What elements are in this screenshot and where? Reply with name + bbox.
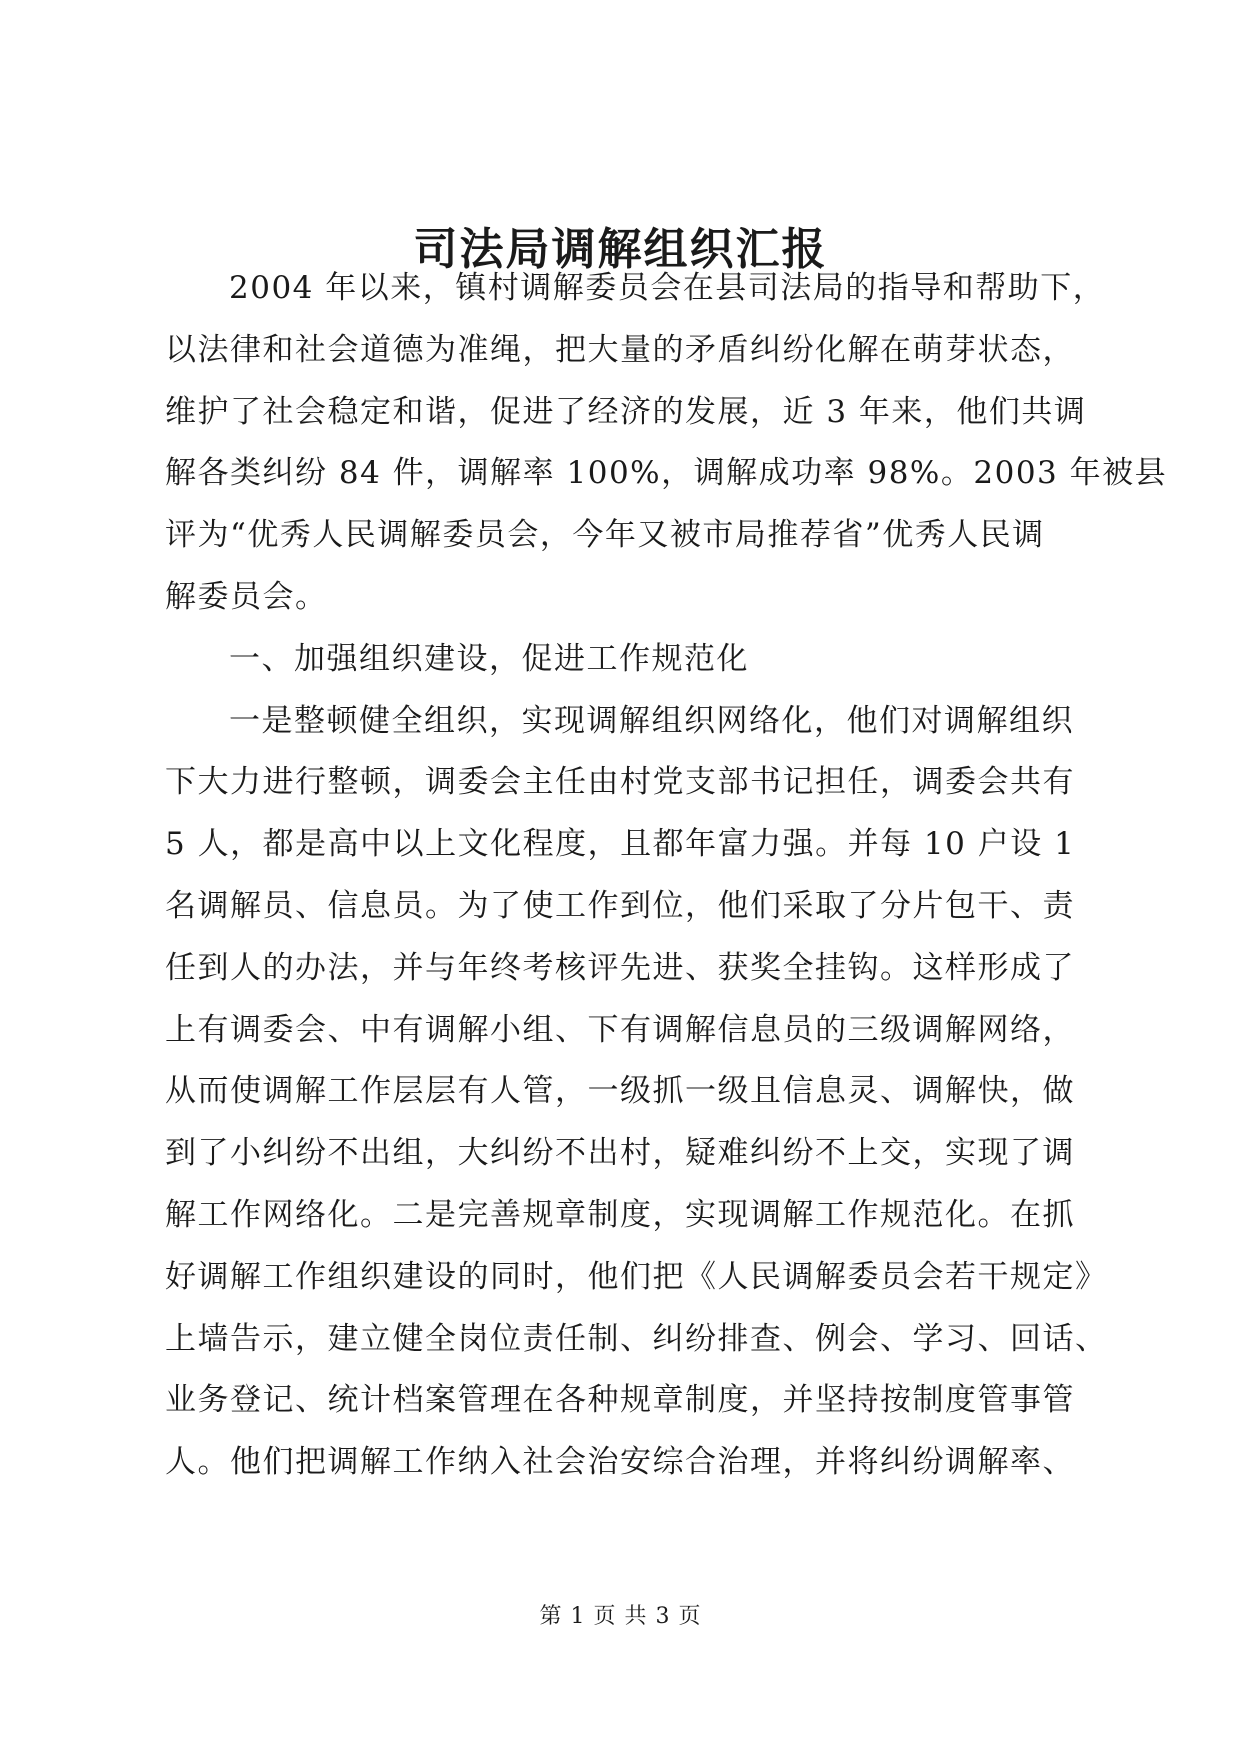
section-heading: 一、加强组织建设，促进工作规范化: [229, 640, 749, 677]
text-line: 解工作网络化。二是完善规章制度，实现调解工作规范化。在抓: [165, 1196, 1075, 1233]
document-title: 司法局调解组织汇报: [413, 224, 828, 275]
text-line: 人。他们把调解工作纳入社会治安综合治理，并将纠纷调解率、: [165, 1444, 1075, 1481]
text-line: 2004 年以来，镇村调解委员会在县司法局的指导和帮助下，: [229, 270, 1106, 306]
text-line: 到了小纠纷不出组，大纠纷不出村，疑难纠纷不上交，实现了调: [165, 1135, 1075, 1172]
text-line: 一是整顿健全组织，实现调解组织网络化，他们对调解组织: [229, 702, 1074, 739]
text-line: 上有调委会、中有调解小组、下有调解信息员的三级调解网络，: [165, 1011, 1075, 1048]
text-line: 从而使调解工作层层有人管，一级抓一级且信息灵、调解快，做: [165, 1073, 1075, 1110]
text-line: 任到人的办法，并与年终考核评先进、获奖全挂钩。这样形成了: [165, 949, 1075, 986]
text-line: 以法律和社会道德为准绳，把大量的矛盾纠纷化解在萌芽状态，: [165, 331, 1075, 368]
text-line: 维护了社会稳定和谐，促进了经济的发展，近 3 年来，他们共调: [165, 393, 1087, 430]
text-line: 好调解工作组织建设的同时，他们把《人民调解委员会若干规定》: [165, 1258, 1108, 1295]
text-line: 5 人，都是高中以上文化程度，且都年富力强。并每 10 户设 1: [165, 826, 1076, 863]
page-footer: 第 1 页 共 3 页: [539, 1604, 702, 1629]
text-line: 名调解员、信息员。为了使工作到位，他们采取了分片包干、责: [165, 887, 1075, 924]
text-line: 评为“优秀人民调解委员会，今年又被市局推荐省”优秀人民调: [165, 517, 1045, 554]
text-line: 解各类纠纷 84 件，调解率 100%，调解成功率 98%。2003 年被县: [165, 455, 1168, 492]
document-body: [165, 258, 1168, 1494]
text-line: 下大力进行整顿，调委会主任由村党支部书记担任，调委会共有: [165, 764, 1075, 801]
text-line: 上墙告示，建立健全岗位责任制、纠纷排查、例会、学习、回话、: [165, 1320, 1108, 1357]
text-line: 解委员会。: [165, 578, 328, 615]
text-line: 业务登记、统计档案管理在各种规章制度，并坚持按制度管事管: [165, 1382, 1075, 1419]
